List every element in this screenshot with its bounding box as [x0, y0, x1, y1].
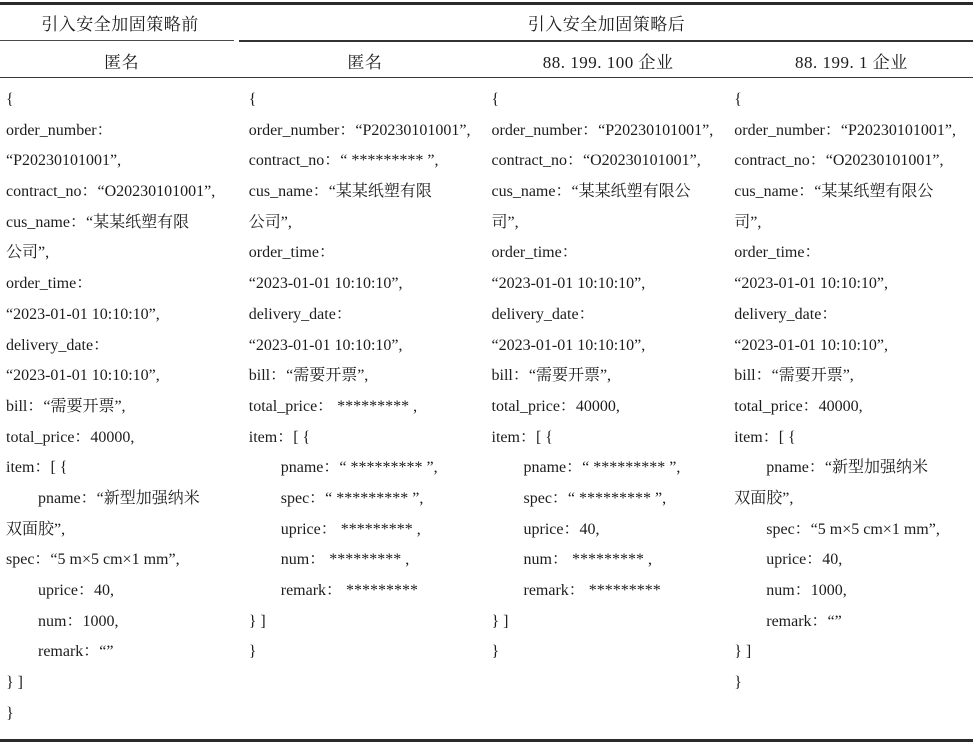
- code-line: total_price： ********* ,: [248, 397, 418, 415]
- code-line: 双面胶”,: [6, 520, 66, 538]
- header-col-after-anonymous: 匿名: [347, 52, 383, 72]
- code-line: } ]: [734, 643, 752, 661]
- code-line: “2023-01-01 10:10:10”,: [734, 336, 888, 354]
- json-column-before-anonymous: [6, 85, 239, 729]
- header-col-after-88-199-100: 88. 199. 100 企业: [542, 52, 674, 72]
- header-col-after-88-199-1: 88. 199. 1 企业: [795, 52, 908, 72]
- json-column-after-88-199-1: [734, 85, 967, 729]
- code-line: uprice： ********* ,: [248, 520, 421, 538]
- code-line: item：[ {: [248, 428, 311, 446]
- json-column-after-anonymous: [249, 85, 482, 729]
- code-line: “2023-01-01 10:10:10”,: [491, 275, 646, 293]
- table-top-rule: [0, 2, 973, 5]
- code-line: order_time：: [6, 275, 93, 293]
- table-header-row-2: [0, 44, 973, 76]
- code-line: uprice：40,: [6, 582, 114, 599]
- code-line: 公司”,: [248, 213, 292, 231]
- code-line: “P20230101001”,: [6, 152, 122, 170]
- code-line: contract_no：“O20230101001”,: [6, 183, 216, 201]
- code-line: remark： *********: [491, 582, 661, 599]
- code-line: uprice：40,: [734, 551, 843, 569]
- code-line: num： ********* ,: [248, 551, 410, 569]
- code-line: spec：“5 m×5 cm×1 mm”,: [6, 551, 180, 569]
- code-line: } ]: [6, 674, 24, 692]
- code-line: 双面胶”,: [734, 489, 794, 507]
- table-header-row-1: [0, 6, 973, 38]
- code-line: {: [734, 91, 742, 108]
- code-line: pname：“新型加强纳米: [6, 489, 200, 507]
- code-line: spec：“ ********* ”,: [491, 489, 667, 507]
- code-line: total_price：40000,: [734, 397, 863, 415]
- code-line: contract_no：“ ********* ”,: [248, 152, 439, 170]
- code-line: item：[ {: [6, 459, 68, 477]
- code-line: }: [248, 643, 257, 661]
- code-line: order_number：“P20230101001”,: [734, 121, 956, 139]
- header-after-policy: 引入安全加固策略后: [527, 14, 686, 34]
- code-line: {: [491, 91, 500, 108]
- code-line: cus_name：“某某纸塑有限公: [491, 183, 691, 201]
- code-line: {: [6, 91, 14, 108]
- code-line: order_time：: [491, 244, 578, 262]
- code-line: remark：“”: [734, 612, 842, 630]
- code-line: bill：“需要开票”,: [491, 367, 612, 385]
- code-line: {: [248, 91, 257, 108]
- code-line: pname：“新型加强纳米: [734, 459, 929, 477]
- code-line: uprice：40,: [491, 520, 600, 538]
- code-line: order_time：: [734, 244, 821, 262]
- code-line: }: [491, 643, 500, 661]
- json-column-after-88-199-100: [492, 85, 725, 729]
- code-line: “2023-01-01 10:10:10”,: [248, 336, 403, 354]
- code-line: order_number：“P20230101001”,: [248, 121, 471, 139]
- code-line: num：1000,: [6, 612, 119, 630]
- code-line: cus_name：“某某纸塑有限公: [734, 183, 934, 201]
- header-col-before-anonymous: 匿名: [104, 52, 140, 72]
- code-line: order_time：: [248, 244, 335, 262]
- code-line: “2023-01-01 10:10:10”,: [6, 367, 160, 385]
- code-line: pname：“ ********* ”,: [248, 459, 438, 477]
- code-line: spec：“5 m×5 cm×1 mm”,: [734, 520, 940, 538]
- code-line: delivery_date：: [248, 305, 352, 323]
- code-line: }: [6, 704, 14, 722]
- code-line: order_number：“P20230101001”,: [491, 121, 714, 139]
- table-body: [6, 85, 967, 729]
- code-line: num：1000,: [734, 582, 847, 599]
- code-line: bill：“需要开票”,: [6, 397, 126, 415]
- code-line: }: [734, 674, 742, 692]
- code-line: item：[ {: [491, 428, 553, 446]
- code-line: delivery_date：: [491, 305, 595, 323]
- code-line: remark： *********: [248, 582, 419, 599]
- code-line: pname：“ ********* ”,: [491, 459, 681, 477]
- code-line: item：[ {: [734, 428, 796, 446]
- code-line: total_price：40000,: [6, 428, 135, 446]
- table-bottom-rule: [0, 739, 973, 742]
- code-line: delivery_date：: [6, 336, 110, 354]
- subheader-rule: [0, 77, 973, 78]
- header-before-policy: 引入安全加固策略前: [41, 14, 199, 34]
- code-line: 公司”,: [6, 244, 50, 262]
- header-divider-right-segment: [239, 40, 973, 42]
- code-line: cus_name：“某某纸塑有限: [248, 183, 432, 201]
- code-line: order_number：: [6, 121, 113, 139]
- code-line: bill：“需要开票”,: [734, 367, 854, 385]
- code-line: spec：“ ********* ”,: [248, 489, 424, 507]
- code-line: num： ********* ,: [491, 551, 652, 569]
- code-line: } ]: [248, 612, 266, 630]
- code-line: “2023-01-01 10:10:10”,: [491, 336, 646, 354]
- code-line: remark：“”: [6, 643, 114, 661]
- code-line: 司”,: [491, 213, 519, 231]
- header-divider-left-segment: [0, 40, 234, 41]
- code-line: total_price：40000,: [491, 397, 620, 415]
- code-line: 司”,: [734, 213, 762, 231]
- code-line: delivery_date：: [734, 305, 838, 323]
- code-line: bill：“需要开票”,: [248, 367, 369, 385]
- code-line: “2023-01-01 10:10:10”,: [734, 275, 888, 293]
- code-line: contract_no：“O20230101001”,: [491, 152, 701, 170]
- code-line: “2023-01-01 10:10:10”,: [6, 305, 160, 323]
- code-line: } ]: [491, 612, 509, 630]
- code-line: cus_name：“某某纸塑有限: [6, 213, 190, 231]
- code-line: contract_no：“O20230101001”,: [734, 152, 944, 170]
- code-line: “2023-01-01 10:10:10”,: [248, 275, 403, 293]
